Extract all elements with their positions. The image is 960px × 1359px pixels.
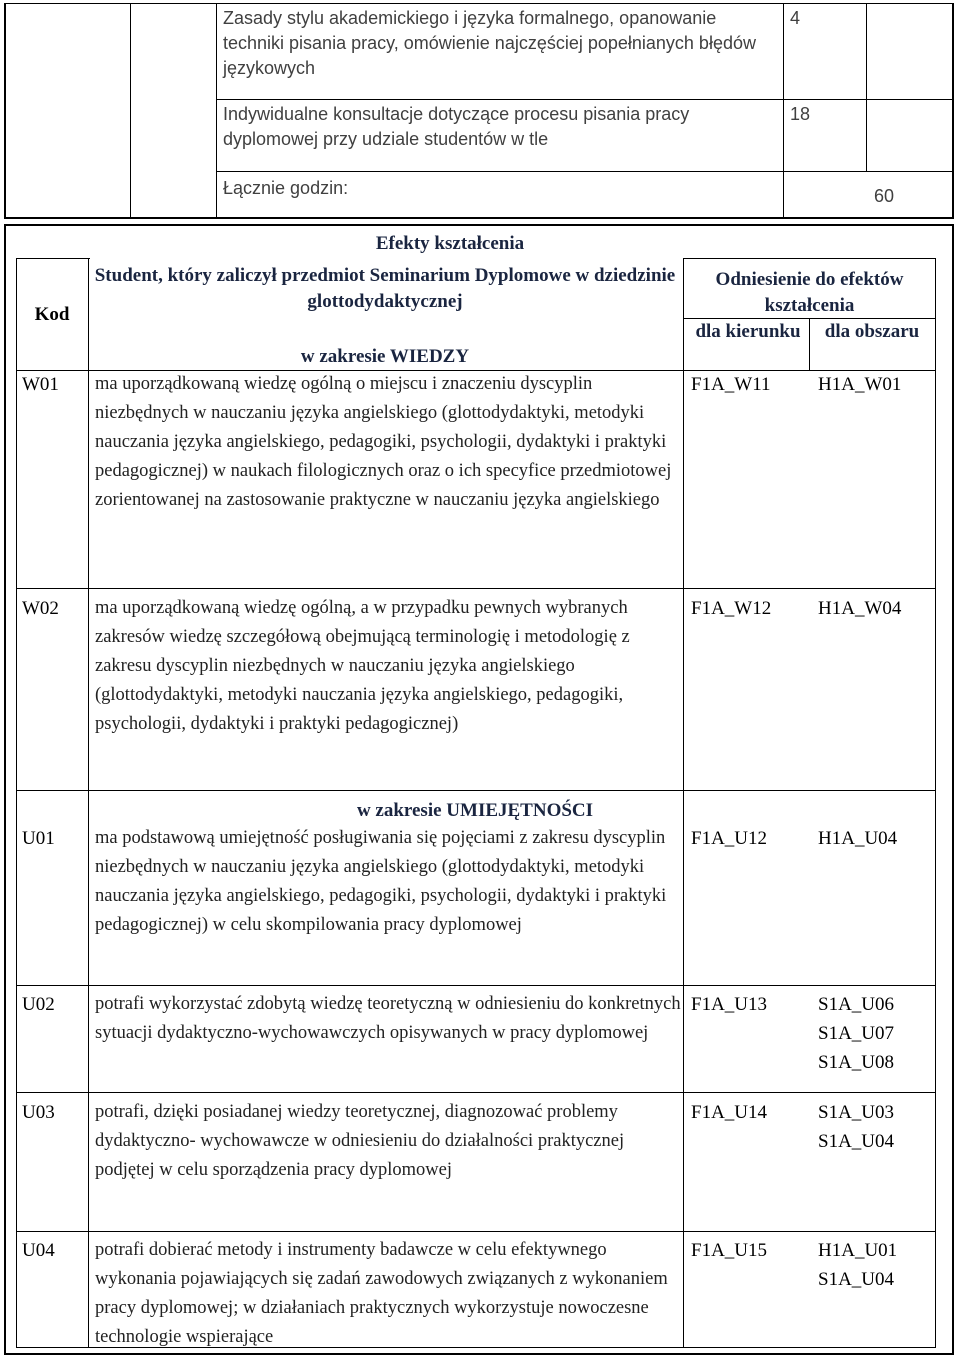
effect-text-u04: potrafi dobierać metody i instrumenty badawcze w celu efektywnego wykonania pojawiających się zadań zawodowych związanych z wykonaniem pracy dyplomowej; w działaniach praktycznych wykorzystuje nowoczesne technologie wspierające xyxy=(95,1240,668,1347)
topic-hours: 4 xyxy=(790,8,801,28)
topic-hours: 18 xyxy=(790,104,811,124)
section-wiedzy: w zakresie WIEDZY xyxy=(300,346,470,367)
obszaru-u04: H1A_U01 S1A_U04 xyxy=(818,1240,898,1290)
odniesienie-header: Odniesienie do efektów kształcenia xyxy=(715,269,904,316)
obszaru-header: dla obszaru xyxy=(824,321,920,342)
kierunku-u01: F1A_U12 xyxy=(691,828,768,849)
obszaru-u01: H1A_U04 xyxy=(818,828,898,849)
effect-text-w02: ma uporządkowaną wiedzę ogólną, a w przypadku pewnych wybranych zakresów wiedzę szczegółową obejmującą terminologię i metodologię z zakresu dyscyplin niezbędnych w nauczaniu języka angielskiego (glottodydaktyki, metodyki nauczania języka angielskiego, pedagogiki, psychologii, dydaktyki i praktyki pedagogicznej) xyxy=(95,598,630,734)
effect-text-w01: ma uporządkowaną wiedzę ogólną o miejscu i znaczeniu dyscyplin niezbędnych w nauczaniu języka angielskiego (glottodydaktyki, metodyki nauczania języka angielskiego, pedagogiki, psychologii, dydaktyki i praktyki pedagogicznej) w naukach filologicznych oraz o ich specyfice przedmiotowej zorientowanej na zastosowanie praktyczne w nauczaniu języka angielskiego xyxy=(95,374,672,510)
topic-text: Indywidualne konsultacje dotyczące procesu pisania pracy dyplomowej przy udziale studentów w tle xyxy=(223,104,690,149)
kierunku-u03: F1A_U14 xyxy=(691,1102,768,1123)
code-u02: U02 xyxy=(22,994,55,1015)
total-label: Łącznie godzin: xyxy=(223,178,349,198)
kierunku-w02: F1A_W12 xyxy=(691,598,772,619)
section-umiejetnosci: w zakresie UMIEJĘTNOŚCI xyxy=(356,800,594,821)
kod-header: Kod xyxy=(34,304,70,325)
code-w02: W02 xyxy=(22,598,59,619)
student-header: Student, który zaliczył przedmiot Seminarium Dyplomowe w dziedzinie glottodydaktycznej xyxy=(94,265,676,312)
obszaru-u03: S1A_U03 S1A_U04 xyxy=(818,1102,895,1152)
kierunku-w01: F1A_W11 xyxy=(691,374,771,395)
code-u01: U01 xyxy=(22,828,55,849)
code-w01: W01 xyxy=(22,374,59,395)
effect-text-u01: ma podstawową umiejętność posługiwania się pojęciami z zakresu dyscyplin niezbędnych w nauczaniu języka angielskiego (glottodydaktyki, metodyki nauczania języka angielskiego, pedagogiki, psychologii, dydaktyki i praktyki pedagogicznej) w celu skompilowania pracy dyplomowej xyxy=(95,828,667,935)
code-u03: U03 xyxy=(22,1102,55,1123)
kierunku-header: dla kierunku xyxy=(695,321,801,342)
topic-text: Zasady stylu akademickiego i języka formalnego, opanowanie techniki pisania pracy, omówienie najczęściej popełnianych błędów językowych xyxy=(223,8,756,78)
obszaru-w01: H1A_W01 xyxy=(818,374,902,395)
code-u04: U04 xyxy=(22,1240,55,1261)
kierunku-u02: F1A_U13 xyxy=(691,994,768,1015)
effect-text-u02: potrafi wykorzystać zdobytą wiedzę teoretyczną w odniesieniu do konkretnych sytuacji dydaktyczno-wychowawczych opisywanych w pracy dyplomowej xyxy=(95,994,681,1043)
efekty-header: Efekty kształcenia xyxy=(375,233,525,254)
obszaru-w02: H1A_W04 xyxy=(818,598,902,619)
kierunku-u04: F1A_U15 xyxy=(691,1240,768,1261)
effect-text-u03: potrafi, dzięki posiadanej wiedzy teoretycznej, diagnozować problemy dydaktyczno- wychowawcze w odniesieniu do działalności praktycznej podjętej w celu sporządzenia pracy dyplomowej xyxy=(95,1102,625,1180)
total-value: 60 xyxy=(874,186,895,206)
obszaru-u02: S1A_U06 S1A_U07 S1A_U08 xyxy=(818,994,895,1073)
